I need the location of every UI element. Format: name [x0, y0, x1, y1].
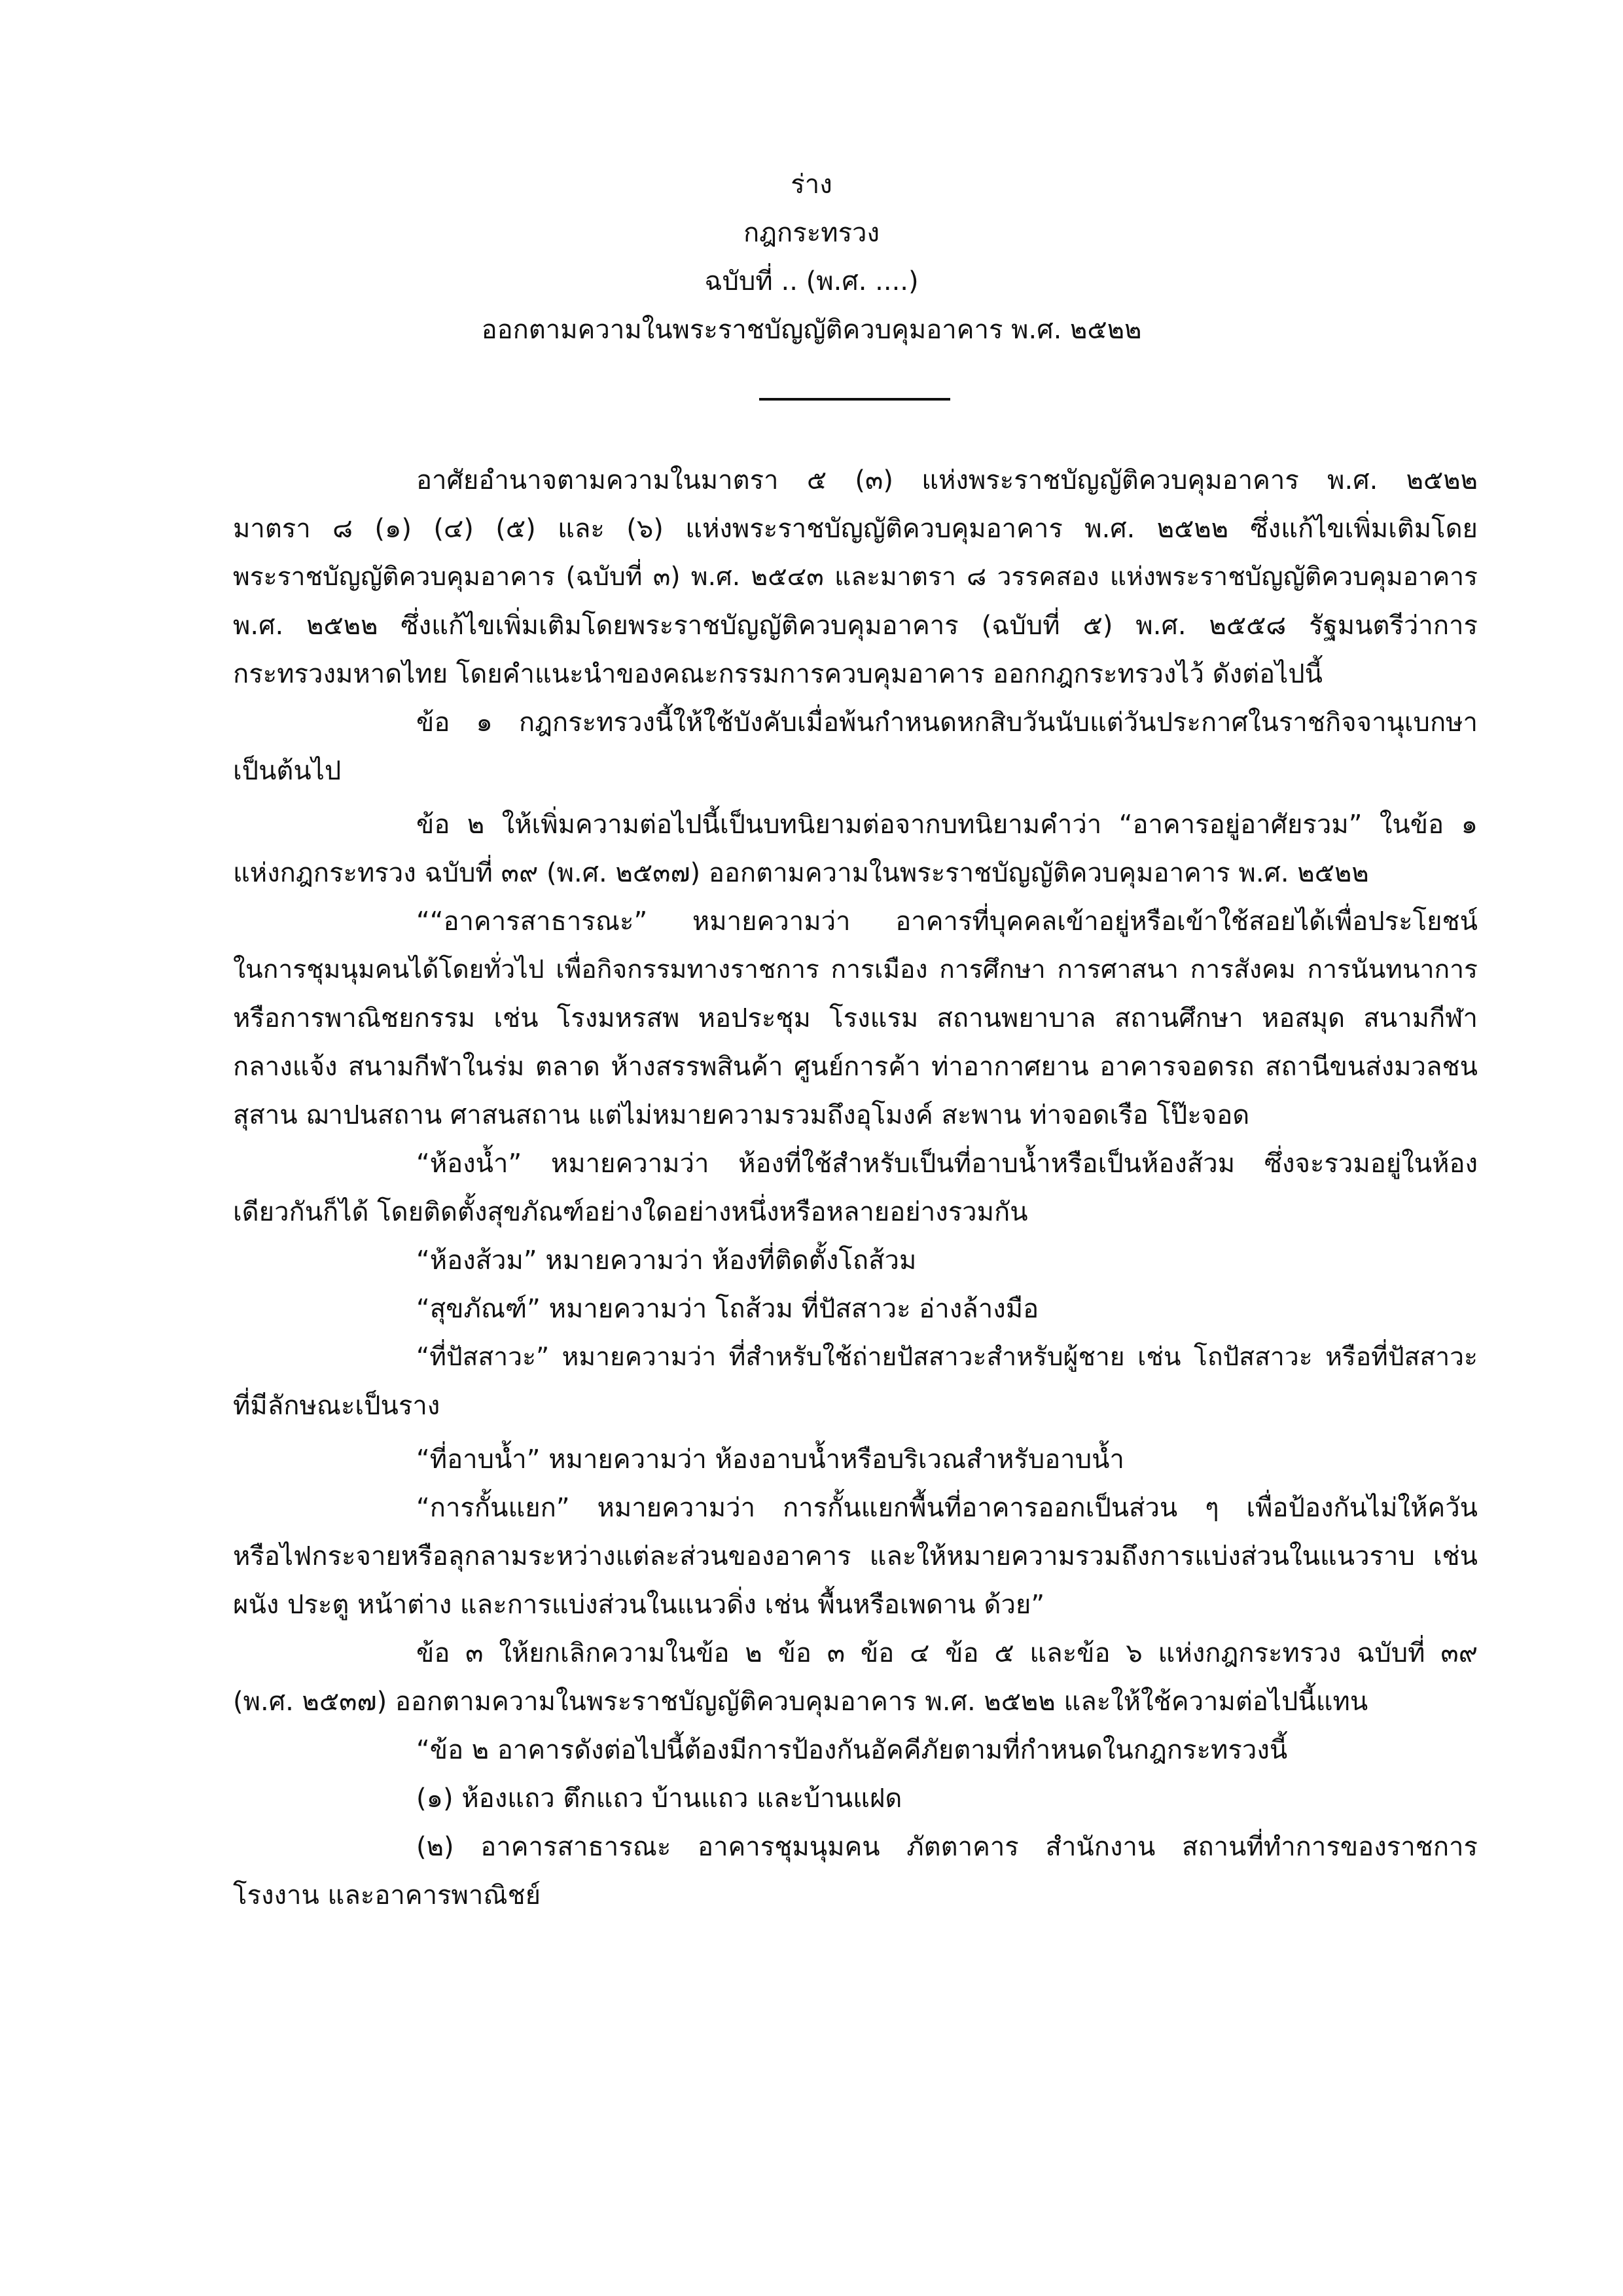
new-clause-2-item-1: (๑) ห้องแถว ตึกแถว บ้านแถว และบ้านแฝด — [416, 1784, 902, 1814]
definition-public-building-line-4: กลางแจ้ง สนามกีฬาในร่ม ตลาด ห้างสรรพสินค้า ศูนย์การค้า ท่าอากาศยาน อาคารจอดรถ สถานีขนส่งมวลชน — [233, 1052, 1478, 1082]
clause-2-line-1: ข้อ ๒ ให้เพิ่มความต่อไปนี้เป็นบทนิยามต่อจากบทนิยามคำว่า “อาคารอยู่อาศัยรวม” ในข้อ ๑ — [416, 810, 1478, 840]
act-reference: ออกตามความในพระราชบัญญัติควบคุมอาคาร พ.ศ. ๒๕๒๒ — [481, 315, 1142, 345]
preamble-line-4: พ.ศ. ๒๕๒๒ ซึ่งแก้ไขเพิ่มเติมโดยพระราชบัญญัติควบคุมอาคาร (ฉบับที่ ๕) พ.ศ. ๒๕๕๘ รัฐมนตรีว่าการ — [233, 611, 1478, 641]
title-underline — [759, 398, 950, 401]
definition-bathroom-line-2: เดียวกันก็ได้ โดยติดตั้งสุขภัณฑ์อย่างใดอย่างหนึ่งหรือหลายอย่างรวมกัน — [233, 1197, 1028, 1227]
definition-compartment-line-3: ผนัง ประตู หน้าต่าง และการแบ่งส่วนในแนวดิ่ง เช่น พื้นหรือเพดาน ด้วย” — [233, 1590, 1045, 1620]
preamble-line-1: อาศัยอำนาจตามความในมาตรา ๕ (๓) แห่งพระราชบัญญัติควบคุมอาคาร พ.ศ. ๒๕๒๒ — [416, 465, 1478, 495]
definition-public-building-line-2: ในการชุมนุมคนได้โดยทั่วไป เพื่อกิจกรรมทางราชการ การเมือง การศึกษา การศาสนา การสังคม การนันทนาการ — [233, 955, 1478, 984]
new-clause-2-intro: “ข้อ ๒ อาคารดังต่อไปนี้ต้องมีการป้องกันอัคคีภัยตามที่กำหนดในกฎกระทรวงนี้ — [416, 1735, 1288, 1765]
definition-public-building-line-1: ““อาคารสาธารณะ” หมายความว่า อาคารที่บุคคลเข้าอยู่หรือเข้าใช้สอยได้เพื่อประโยชน์ — [416, 906, 1478, 937]
definition-sanitary-ware: “สุขภัณฑ์” หมายความว่า โถส้วม ที่ปัสสาวะ อ่างล้างมือ — [416, 1294, 1039, 1324]
clause-1-line-1: ข้อ ๑ กฎกระทรวงนี้ให้ใช้บังคับเมื่อพ้นกำหนดหกสิบวันนับแต่วันประกาศในราชกิจจานุเบกษา — [416, 708, 1478, 738]
preamble-line-2: มาตรา ๘ (๑) (๔) (๕) และ (๖) แห่งพระราชบัญญัติควบคุมอาคาร พ.ศ. ๒๕๒๒ ซึ่งแก้ไขเพิ่มเติมโดย — [233, 514, 1478, 544]
clause-3-line-2: (พ.ศ. ๒๕๓๗) ออกตามความในพระราชบัญญัติควบคุมอาคาร พ.ศ. ๒๕๒๒ และให้ใช้ความต่อไปนี้แทน — [233, 1687, 1368, 1717]
clause-1-line-2: เป็นต้นไป — [233, 756, 342, 786]
definition-public-building-line-5: สุสาน ฌาปนสถาน ศาสนสถาน แต่ไม่หมายความรวมถึงอุโมงค์ สะพาน ท่าจอดเรือ โป๊ะจอด — [233, 1100, 1250, 1130]
new-clause-2-item-2-line-1: (๒) อาคารสาธารณะ อาคารชุมนุมคน ภัตตาคาร สำนักงาน สถานที่ทำการของราชการ — [416, 1832, 1478, 1862]
definition-compartment-line-2: หรือไฟกระจายหรือลุกลามระหว่างแต่ละส่วนของอาคาร และให้หมายความรวมถึงการแบ่งส่วนในแนวราบ เช่น — [233, 1541, 1478, 1571]
definition-toilet-room: “ห้องส้วม” หมายความว่า ห้องที่ติดตั้งโถส้วม — [416, 1246, 917, 1276]
new-clause-2-item-2-line-2: โรงงาน และอาคารพาณิชย์ — [233, 1880, 541, 1910]
clause-3-line-1: ข้อ ๓ ให้ยกเลิกความในข้อ ๒ ข้อ ๓ ข้อ ๔ ข้อ ๕ และข้อ ๖ แห่งกฎกระทรวง ฉบับที่ ๓๙ — [416, 1638, 1478, 1668]
definition-compartment-line-1: “การกั้นแยก” หมายความว่า การกั้นแยกพื้นที่อาคารออกเป็นส่วน ๆ เพื่อป้องกันไม่ให้ควัน — [416, 1493, 1478, 1523]
definition-public-building-line-3: หรือการพาณิชยกรรม เช่น โรงมหรสพ หอประชุม โรงแรม สถานพยาบาล สถานศึกษา หอสมุด สนามกีฬา — [233, 1003, 1478, 1033]
draft-label: ร่าง — [791, 170, 832, 200]
preamble-line-3: พระราชบัญญัติควบคุมอาคาร (ฉบับที่ ๓) พ.ศ. ๒๕๔๓ และมาตรา ๘ วรรคสอง แห่งพระราชบัญญัติควบคุมอาคาร — [233, 562, 1478, 592]
clause-2-line-2: แห่งกฎกระทรวง ฉบับที่ ๓๙ (พ.ศ. ๒๕๓๗) ออกตามความในพระราชบัญญัติควบคุมอาคาร พ.ศ. ๒๕๒๒ — [233, 858, 1369, 888]
definition-bathroom-line-1: “ห้องน้ำ” หมายความว่า ห้องที่ใช้สำหรับเป็นที่อาบน้ำหรือเป็นห้องส้วม ซึ่งจะรวมอยู่ในห้อง — [416, 1149, 1478, 1179]
document-title: กฎกระทรวง — [743, 218, 880, 248]
definition-shower: “ที่อาบน้ำ” หมายความว่า ห้องอาบน้ำหรือบริเวณสำหรับอาบน้ำ — [416, 1444, 1124, 1475]
issue-number: ฉบับที่ .. (พ.ศ. ....) — [704, 266, 919, 296]
definition-urinal-line-1: “ที่ปัสสาวะ” หมายความว่า ที่สำหรับใช้ถ่ายปัสสาวะสำหรับผู้ชาย เช่น โถปัสสาวะ หรือที่ปัสสาวะ — [416, 1342, 1478, 1372]
preamble-line-5: กระทรวงมหาดไทย โดยคำแนะนำของคณะกรรมการควบคุมอาคาร ออกกฎกระทรวงไว้ ดังต่อไปนี้ — [233, 659, 1323, 689]
definition-urinal-line-2: ที่มีลักษณะเป็นราง — [233, 1391, 440, 1421]
